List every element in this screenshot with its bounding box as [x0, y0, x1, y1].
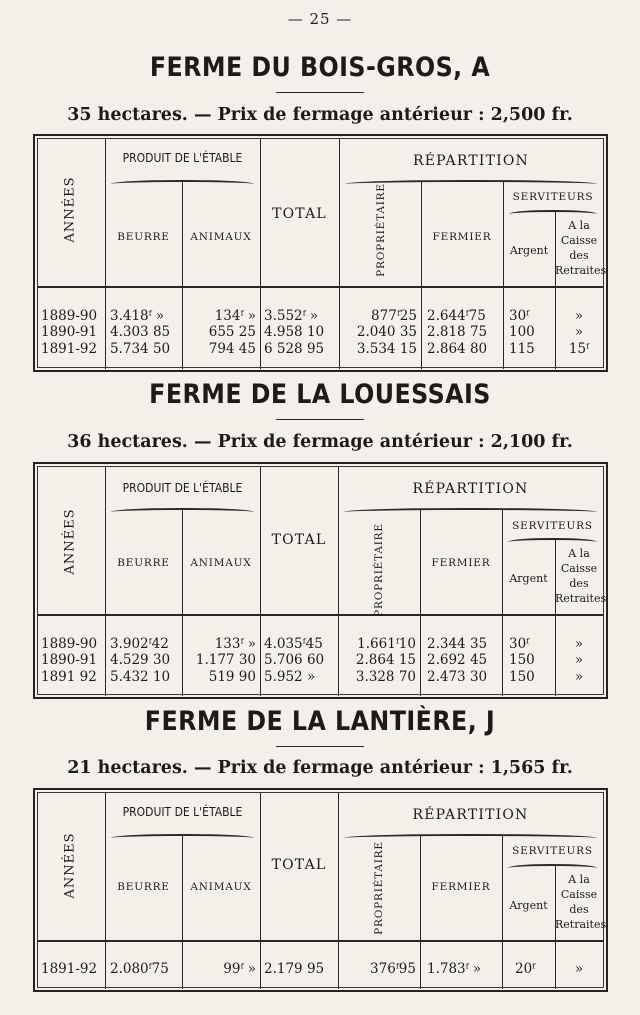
- header-caisse: A la Caisse des Retraites: [555, 547, 607, 605]
- header-beurre: BEURRE: [117, 557, 170, 569]
- header-serviteurs: SERVITEURS: [512, 845, 593, 857]
- header-serviteurs: SERVITEURS: [512, 191, 594, 203]
- farm-title: FERME DE LA LANTIÈRE, J: [144, 706, 496, 737]
- header-animaux: ANIMAUX: [190, 557, 252, 569]
- farm-title: FERME DU BOIS-GROS, A: [149, 52, 491, 83]
- farm-title: FERME DE LA LOUESSAIS: [149, 379, 491, 410]
- header-total: TOTAL: [271, 532, 327, 548]
- title-rule: [276, 746, 364, 747]
- header-beurre: BEURRE: [117, 231, 170, 243]
- header-fermier: FERMIER: [431, 881, 491, 893]
- header-produit: PRODUIT DE L'ÉTABLE: [122, 481, 243, 495]
- header-repartition: RÉPARTITION: [412, 481, 529, 497]
- header-produit: PRODUIT DE L'ÉTABLE: [122, 805, 243, 819]
- header-produit: PRODUIT DE L'ÉTABLE: [122, 151, 243, 165]
- farm-subtitle: 35 hectares. — Prix de fermage antérieur : 2,500 fr.: [67, 105, 573, 125]
- header-proprietaire: PROPRIÉTAIRE: [373, 841, 385, 935]
- header-serviteurs: SERVITEURS: [512, 520, 593, 532]
- title-rule: [276, 92, 364, 93]
- header-repartition: RÉPARTITION: [413, 153, 529, 169]
- header-total: TOTAL: [271, 857, 327, 873]
- header-proprietaire: PROPRIÉTAIRE: [373, 523, 385, 617]
- header-animaux: ANIMAUX: [190, 881, 252, 893]
- header-repartition: RÉPARTITION: [412, 807, 529, 823]
- header-argent: Argent: [509, 244, 549, 257]
- header-argent: Argent: [509, 899, 548, 912]
- farm-table: ANNÉES PRODUIT DE L'ÉTABLE BEURRE ANIMAUX TOTAL RÉPARTITION PROPRIÉTAIRE FERMIER SERVITEURS Argent A la Caisse des Retraites 1889-90 3.902ᶠ42 133ᶠ » 4.035ᶠ45 1.661ᶠ10 2.344 35 30ᶠ » 1890-91 4.529 30 1.177 30 5.706 60 2.864 15 2.692 45 150 » 1891 92 5.432 10 519 90 5.952 » 3.328 70 2.473 30 150 »: [33, 462, 608, 699]
- farm-table: ANNÉES PRODUIT DE L'ÉTABLE BEURRE ANIMAUX TOTAL RÉPARTITION PROPRIÉTAIRE FERMIER SERVITEURS Argent A la Caisse des Retraites 1891-92 2.080ᶠ75 99ᶠ » 2.179 95 376ᶠ95 1.783ᶠ » 20ᶠ »: [33, 788, 608, 992]
- header-total: TOTAL: [272, 206, 327, 222]
- header-annees: ANNÉES: [62, 508, 78, 575]
- title-rule: [276, 419, 364, 420]
- header-annees: ANNÉES: [62, 832, 78, 899]
- header-caisse: A la Caisse des Retraites: [555, 219, 607, 277]
- farm-table: ANNÉES PRODUIT DE L'ÉTABLE BEURRE ANIMAUX TOTAL RÉPARTITION PROPRIÉTAIRE FERMIER SERVITEURS Argent A la Caisse des Retraites 1889-90 3.418ᶠ » 134ᶠ » 3.552ᶠ » 877ᶠ25 2.644ᶠ75 30ᶠ » 1890-91 4.303 85 655 25 4.958 10 2.040 35 2.818 75 100 » 1891-92 5.734 50 794 45 6 528 95 3.534 15 2.864 80 115 15ᶠ: [33, 134, 608, 372]
- header-beurre: BEURRE: [117, 881, 170, 893]
- header-annees: ANNÉES: [62, 176, 78, 243]
- header-fermier: FERMIER: [431, 557, 491, 569]
- page-number: — 25 —: [287, 10, 353, 28]
- header-proprietaire: PROPRIÉTAIRE: [375, 183, 387, 277]
- farm-subtitle: 36 hectares. — Prix de fermage antérieur : 2,100 fr.: [67, 432, 573, 452]
- farm-subtitle: 21 hectares. — Prix de fermage antérieur : 1,565 fr.: [67, 758, 573, 778]
- header-caisse: A la Caisse des Retraites: [555, 873, 607, 931]
- header-argent: Argent: [509, 572, 548, 585]
- header-animaux: ANIMAUX: [190, 231, 252, 243]
- header-fermier: FERMIER: [432, 231, 492, 243]
